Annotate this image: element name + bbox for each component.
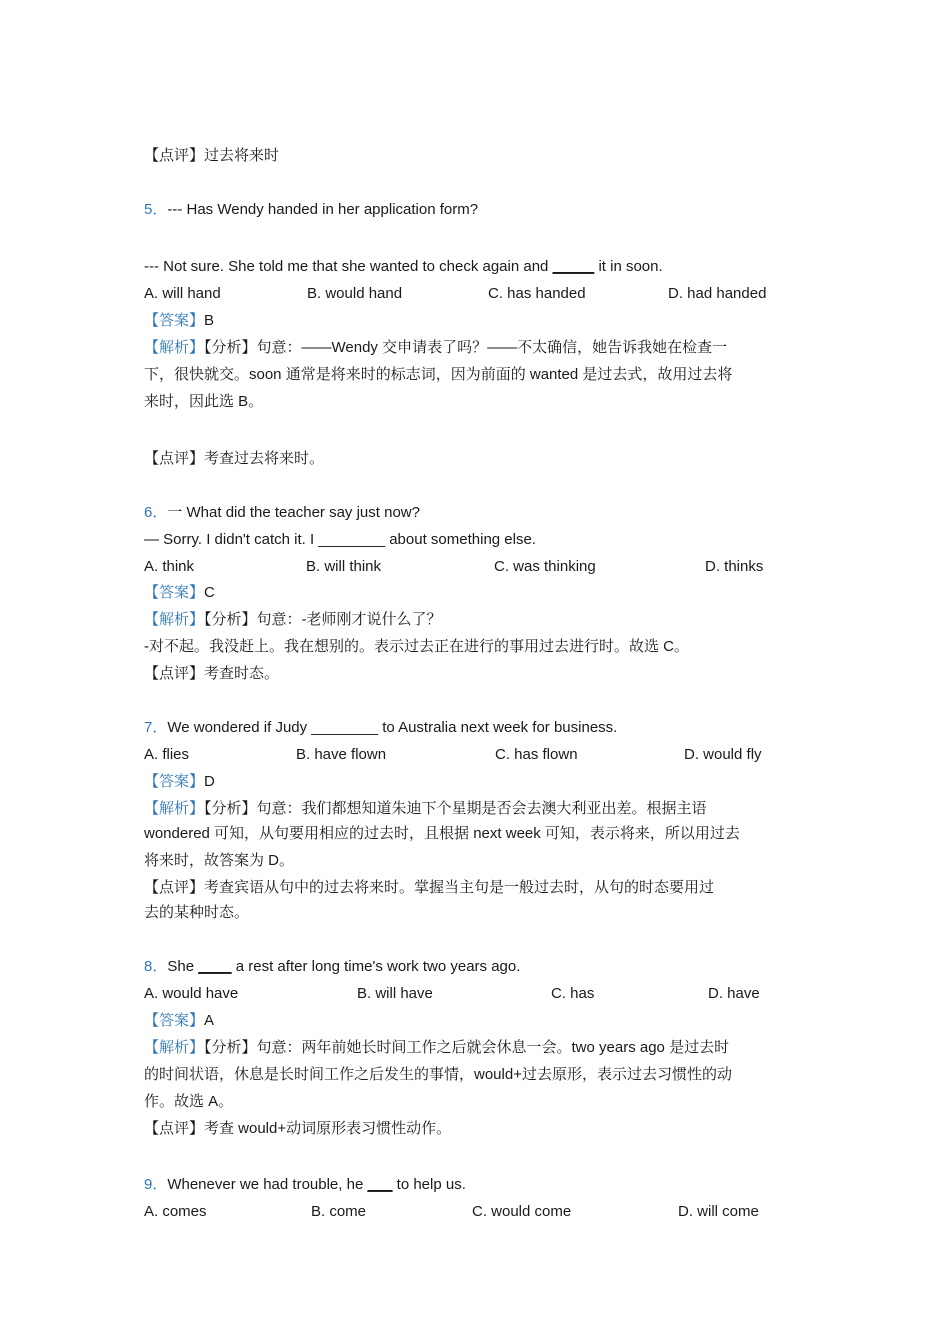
analysis-line	[144, 338, 727, 358]
question-8-stem	[144, 957, 520, 977]
option-a: A. will hand	[144, 285, 221, 302]
answer-value: C	[204, 584, 215, 601]
answer-value: B	[204, 312, 215, 329]
answer-line	[144, 1011, 214, 1031]
option-b: B. would hand	[307, 285, 403, 302]
answer-line	[144, 311, 214, 331]
analysis-line: 作。故选 A。	[144, 1093, 234, 1110]
question-7-stem	[144, 718, 617, 738]
question-number: 7．	[144, 719, 168, 736]
option-b: B. will think	[306, 558, 382, 575]
answer-label: 【答案】	[144, 584, 205, 601]
option-a: A. comes	[144, 1203, 207, 1220]
answer-blank: ____	[198, 958, 232, 975]
answer-line	[144, 772, 215, 792]
option-d: D. would fly	[684, 746, 762, 763]
analysis-line: 来时，因此选 B。	[144, 393, 264, 410]
comment-line: 【点评】考查 would+动词原形表习惯性动作。	[144, 1120, 452, 1137]
answer-label: 【答案】	[144, 773, 205, 790]
question-6-reply: — Sorry. I didn't catch it. I ________ about something else.	[144, 531, 536, 548]
question-text: Whenever we had trouble, he	[167, 1176, 368, 1193]
option-d: D. will come	[678, 1203, 759, 1220]
analysis-line: -对不起。我没赶上。我在想别的。表示过去正在进行的事用过去进行时。故选 C。	[144, 638, 689, 655]
option-d: D. had handed	[668, 285, 767, 302]
option-c: C. would come	[472, 1203, 572, 1220]
option-a: A. think	[144, 558, 195, 575]
option-c: C. was thinking	[494, 558, 596, 575]
comment-line: 【点评】考查时态。	[144, 665, 280, 682]
question-6-stem	[144, 503, 420, 523]
analysis-text: 【分析】句意：两年前她长时间工作之后就会休息一会。two years ago 是过去时	[204, 1039, 730, 1056]
question-text: --- Has Wendy handed in her application form?	[167, 201, 479, 218]
option-c: C. has flown	[495, 746, 578, 763]
question-number: 6．	[144, 504, 168, 521]
question-text: 一 What did the teacher say just now?	[167, 504, 420, 521]
question-text: We wondered if Judy ________ to Australia next week for business.	[167, 719, 618, 736]
option-a: A. flies	[144, 746, 190, 763]
option-c: C. has	[551, 985, 595, 1002]
comment-line: 去的某种时态。	[144, 904, 250, 921]
analysis-line: 下，很快就交。soon 通常是将来时的标志词，因为前面的 wanted 是过去式，故用过去将	[144, 366, 733, 383]
analysis-line	[144, 799, 707, 819]
question-text: to help us.	[392, 1176, 466, 1193]
question-number: 5．	[144, 201, 168, 218]
question-9-stem	[144, 1175, 466, 1195]
question-5-reply	[144, 257, 663, 277]
question-number: 8．	[144, 958, 168, 975]
question-number: 9．	[144, 1176, 168, 1193]
analysis-line: 将来时，故答案为 D。	[144, 852, 295, 869]
reply-text: --- Not sure. She told me that she wanted to check again and	[144, 258, 553, 275]
option-c: C. has handed	[488, 285, 586, 302]
option-d: D. have	[708, 985, 760, 1002]
analysis-label: 【解析】	[144, 611, 205, 628]
comment-line: 【点评】过去将来时	[144, 147, 280, 164]
analysis-label: 【解析】	[144, 1039, 205, 1056]
analysis-text: 【分析】句意：我们都想知道朱迪下个星期是否会去澳大利亚出差。根据主语	[204, 800, 707, 817]
question-5-stem	[144, 200, 478, 220]
question-text: a rest after long time's work two years ago.	[231, 958, 521, 975]
analysis-line	[144, 1038, 729, 1058]
answer-label: 【答案】	[144, 312, 205, 329]
analysis-label: 【解析】	[144, 339, 205, 356]
analysis-text: 【分析】句意：-老师刚才说什么了？	[204, 611, 442, 628]
analysis-line: 的时间状语，休息是长时间工作之后发生的事情，would+过去原形，表示过去习惯性的动	[144, 1066, 732, 1083]
option-a: A. would have	[144, 985, 239, 1002]
analysis-line	[144, 610, 442, 630]
answer-blank: _____	[552, 258, 595, 275]
analysis-label: 【解析】	[144, 800, 205, 817]
option-b: B. will have	[357, 985, 433, 1002]
analysis-line: wondered 可知，从句要用相应的过去时，且根据 next week 可知，表示将来，所以用过去	[144, 825, 740, 842]
answer-value: D	[204, 773, 215, 790]
answer-line	[144, 583, 215, 603]
analysis-text: 【分析】句意：——Wendy 交申请表了吗？——不太确信，她告诉我她在检查一	[204, 339, 728, 356]
answer-value: A	[204, 1012, 215, 1029]
option-b: B. have flown	[296, 746, 387, 763]
comment-line: 【点评】考查过去将来时。	[144, 450, 325, 467]
option-b: B. come	[311, 1203, 367, 1220]
answer-label: 【答案】	[144, 1012, 205, 1029]
reply-text: it in soon.	[594, 258, 663, 275]
option-d: D. thinks	[705, 558, 764, 575]
answer-blank: ___	[367, 1176, 393, 1193]
comment-line: 【点评】考查宾语从句中的过去将来时。掌握当主句是一般过去时，从句的时态要用过	[144, 879, 715, 896]
question-text: She	[167, 958, 199, 975]
